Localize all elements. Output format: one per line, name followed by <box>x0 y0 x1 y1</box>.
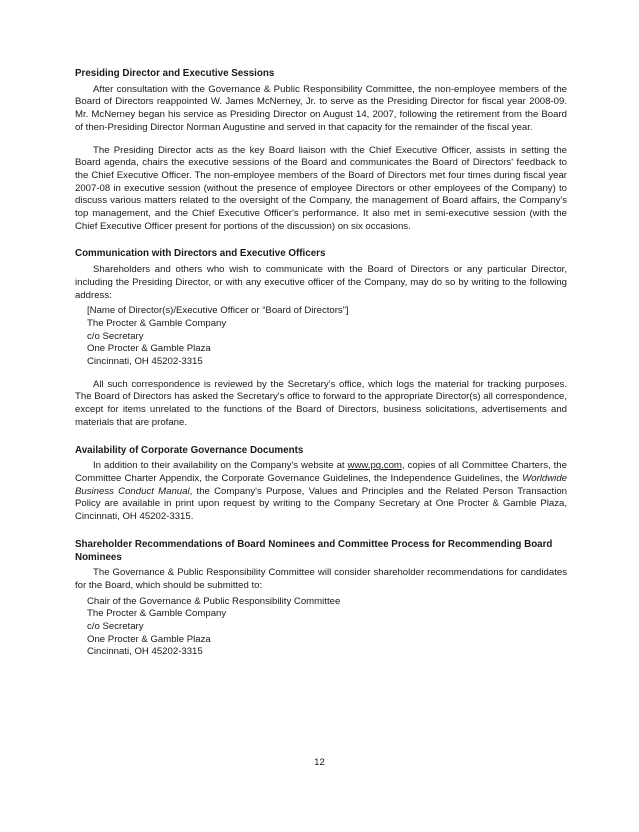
text-run: , the Company's Purpose, Values and Principles and the Related Person Transaction Policy are available in print upon request by writing to the Company Secretary at One Procter & Gamble Plaza, Cincinnati, OH 45202-3315. <box>75 485 567 523</box>
text-run: In addition to their availability on the Company's website at <box>93 460 348 472</box>
section-heading: Shareholder Recommendations of Board Nominees and Committee Process for Recommending Board Nominees <box>75 538 553 563</box>
mailing-address <box>87 596 567 660</box>
address-line: c/o Secretary <box>87 330 144 342</box>
address-line: The Procter & Gamble Company <box>87 608 227 620</box>
text-run: , copies of all Committee Charters, the Committee Charter Appendix, the Corporate Governance Guidelines, the Independence Guidelines, the <box>75 460 567 484</box>
page-number: 12 <box>314 757 325 768</box>
address-line: Cincinnati, OH 45202-3315 <box>87 356 203 368</box>
address-line: One Procter & Gamble Plaza <box>87 343 211 355</box>
address-line: The Procter & Gamble Company <box>87 317 227 329</box>
address-line: c/o Secretary <box>87 621 144 633</box>
paragraph: Shareholders and others who wish to communicate with the Board of Directors or any particular Director, including the Presiding Director, or with any executive officer of the Company, may do so by writing to the following address: <box>75 264 567 301</box>
paragraph: After consultation with the Governance & Public Responsibility Committee, the non-employee members of the Board of Directors reappointed W. James McNerney, Jr. to serve as the Presiding Director for fiscal year 2008-09. Mr. McNerney began his service as Presiding Director on August 14, 2007, following the retirement from the Board of then-Presiding Director Norman Augustine and served in that capacity for the remainder of the fiscal year. <box>75 83 567 133</box>
section-heading: Availability of Corporate Governance Documents <box>75 444 304 456</box>
address-line: Cincinnati, OH 45202-3315 <box>87 646 203 658</box>
paragraph <box>75 460 567 524</box>
manual-title: Worldwide Business Conduct Manual <box>75 472 567 497</box>
address-line: Chair of the Governance & Public Responsibility Committee <box>87 595 341 607</box>
section-heading: Communication with Directors and Executive Officers <box>75 248 326 260</box>
page-content <box>75 68 567 659</box>
address-line: One Procter & Gamble Plaza <box>87 633 211 645</box>
website-link[interactable]: www.pg.com <box>347 460 402 472</box>
paragraph: All such correspondence is reviewed by the Secretary's office, which logs the material for tracking purposes. The Board of Directors has asked the Secretary's office to forward to the appropriate Director(s) all correspondence, except for items unrelated to the functions of the Board of Directors, business solicitations, advertisements and materials that are profane. <box>75 378 567 428</box>
paragraph: The Presiding Director acts as the key Board liaison with the Chief Executive Officer, assists in setting the Board agenda, chairs the executive sessions of the Board and communicates the Board of Directors' feedback to the Chief Executive Officer. The non-employee members of the Board of Directors met four times during fiscal year 2007-08 in executive session (without the presence of employee Directors or other employees of the Company) to discuss various matters related to the oversight of the Company, the management of Board affairs, the Company's top management, and the Chief Executive Officer's performance. It also met in semi-executive session (with the Chief Executive Officer present for portions of the discussion) on six occasions. <box>75 144 567 232</box>
section-heading: Presiding Director and Executive Sessions <box>75 68 275 79</box>
section-availability <box>75 445 567 524</box>
mailing-address <box>87 305 567 369</box>
section-presiding-director <box>75 68 567 233</box>
section-recommendations <box>75 539 567 659</box>
address-line: [Name of Director(s)/Executive Officer or “Board of Directors”] <box>87 305 349 317</box>
paragraph: The Governance & Public Responsibility Committee will consider shareholder recommendations for candidates for the Board, which should be submitted to: <box>75 567 567 591</box>
section-communication <box>75 248 567 429</box>
